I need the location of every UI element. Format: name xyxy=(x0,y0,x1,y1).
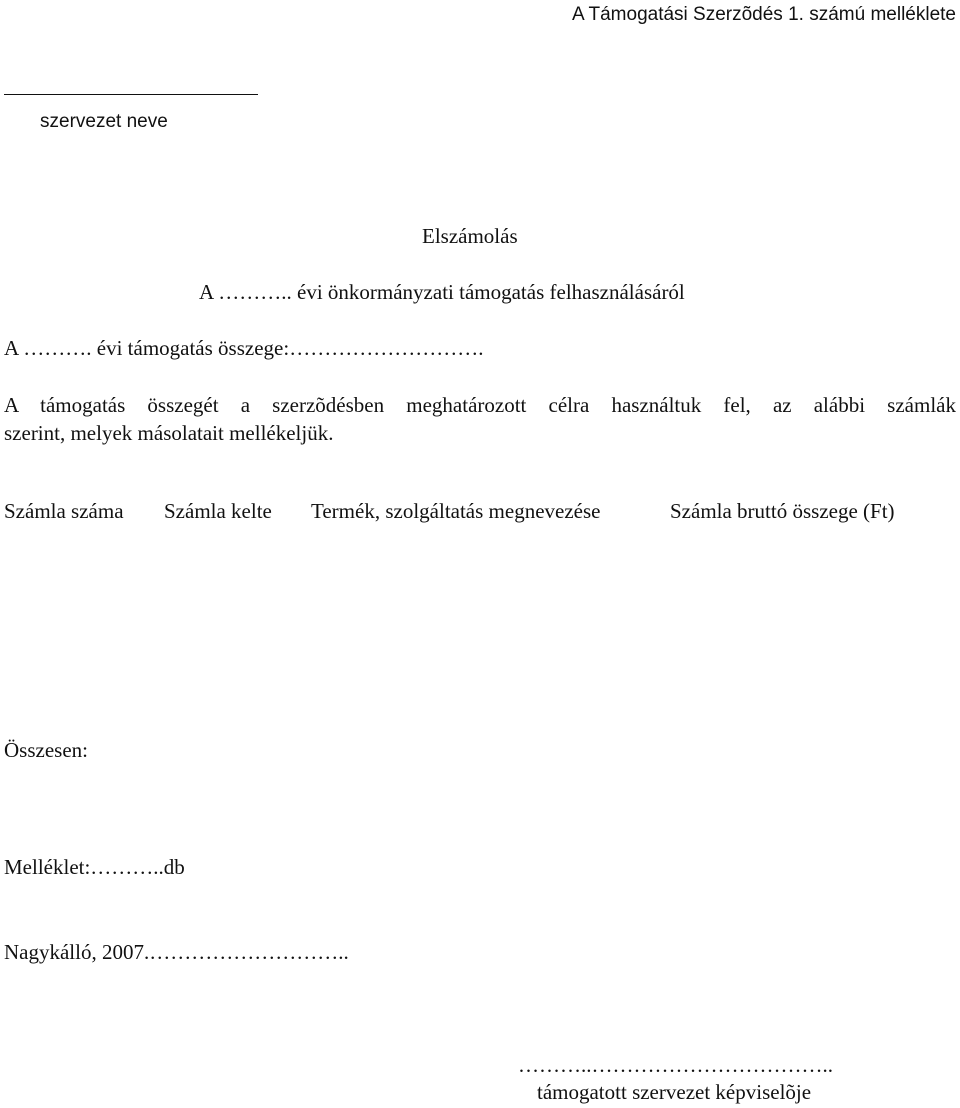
signature-label: támogatott szervezet képviselõje xyxy=(537,1080,812,1104)
organization-name-line xyxy=(4,94,258,95)
declaration-line-1: A támogatás összegét a szerzõdésben meghatározott célra használtuk fel, az alábbi számlák xyxy=(4,393,956,417)
document-title: Elszámolás xyxy=(422,224,518,248)
document-subtitle: A ……….. évi önkormányzati támogatás felhasználásáról xyxy=(199,280,685,304)
total-label: Összesen: xyxy=(4,738,88,762)
column-header-invoice-date: Számla kelte xyxy=(164,499,272,523)
column-header-item-description: Termék, szolgáltatás megnevezése xyxy=(311,499,601,523)
signature-line: ………..…………………………….. xyxy=(518,1053,833,1077)
declaration-line-2: szerint, melyek másolatait mellékeljük. xyxy=(4,421,334,445)
declaration-paragraph xyxy=(4,391,956,447)
column-header-gross-amount: Számla bruttó összege (Ft) xyxy=(670,499,895,523)
annex-heading: A Támogatási Szerzõdés 1. számú melléklete xyxy=(571,4,956,25)
place-date-line: Nagykálló, 2007.……………………….. xyxy=(4,940,349,964)
attachments-count-line: Melléklet:………..db xyxy=(4,855,185,879)
organization-name-label: szervezet neve xyxy=(40,111,168,132)
support-amount-line: A ………. évi támogatás összege:………………………. xyxy=(4,336,484,360)
column-header-invoice-number: Számla száma xyxy=(4,499,124,523)
